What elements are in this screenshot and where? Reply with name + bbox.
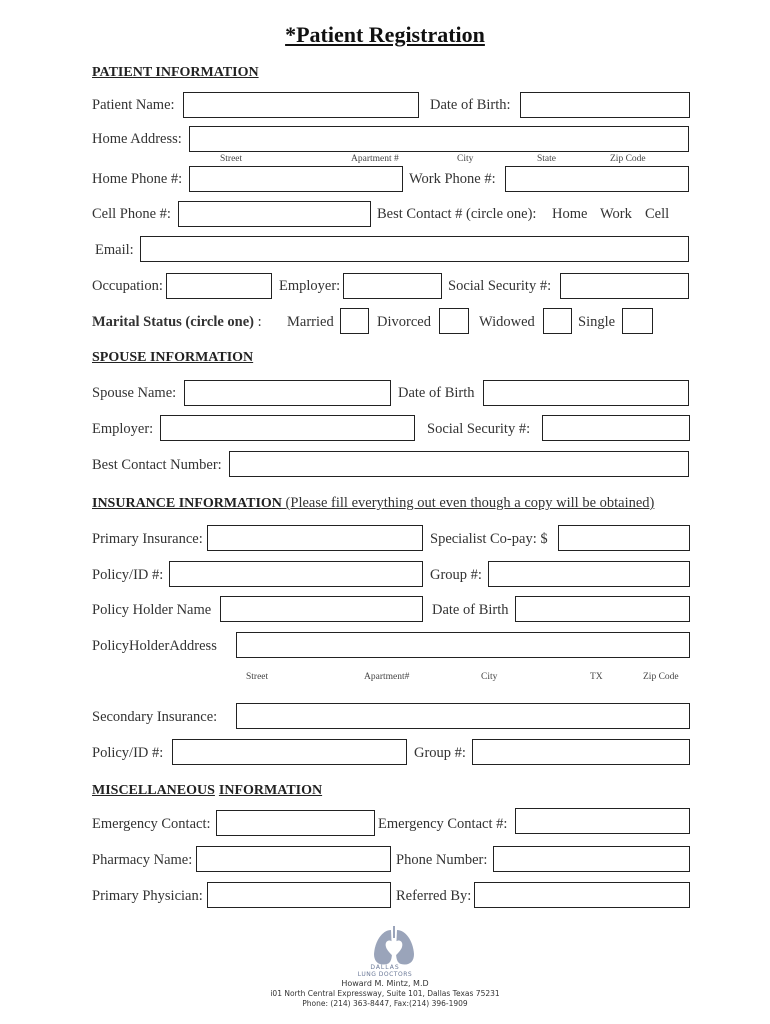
logo-line2: LUNG DOCTORS (357, 971, 413, 978)
spouse-name-field[interactable] (184, 380, 391, 406)
misc-heading-row (92, 781, 322, 799)
home-phone-label: Home Phone #: (92, 171, 183, 187)
policy-id-field[interactable] (169, 561, 423, 587)
home-address-field[interactable] (189, 126, 689, 152)
ssn-field[interactable] (560, 273, 689, 299)
holder-name-field[interactable] (220, 596, 423, 622)
patient-dob-field[interactable] (520, 92, 690, 118)
secondary-insurance-field[interactable] (236, 703, 690, 729)
clinic-address: i01 North Central Expressway, Suite 101, Dallas Texas 75231 (270, 989, 500, 998)
insurance-heading-row (92, 495, 654, 512)
insurance-heading-note: (Please fill everything out even though a copy will be obtained) (281, 495, 655, 511)
divorced-label: Divorced (377, 314, 431, 330)
policy-id-label: Policy/ID #: (92, 567, 164, 583)
holder-dob-label: Date of Birth (432, 602, 509, 618)
employer-field[interactable] (343, 273, 442, 299)
holder-state-caption: TX (590, 672, 603, 682)
secondary-insurance-label: Secondary Insurance: (92, 709, 218, 725)
logo-line1: DALLAS (370, 964, 400, 971)
marital-status-text: Marital Status (circle one) (92, 314, 255, 330)
best-contact-label: Best Contact # (circle one): (377, 206, 537, 222)
referred-by-label: Referred By: (396, 888, 472, 904)
copay-field[interactable] (558, 525, 690, 551)
primary-physician-field[interactable] (207, 882, 391, 908)
misc-heading-b: INFORMATION (218, 783, 323, 798)
clinic-phone: Phone: (214) 363-8447, Fax:(214) 396-1909 (302, 999, 468, 1008)
widowed-checkbox[interactable] (543, 308, 572, 334)
pharmacy-name-field[interactable] (196, 846, 391, 872)
occupation-field[interactable] (166, 273, 272, 299)
group-label: Group #: (430, 567, 482, 583)
misc-heading-a: MISCELLANEOUS (92, 783, 215, 798)
address-apartment-caption: Apartment # (351, 154, 399, 164)
holder-zip-caption: Zip Code (643, 672, 679, 682)
patient-dob-label: Date of Birth: (430, 97, 511, 113)
page-title: *Patient Registration (285, 22, 485, 47)
spouse-employer-field[interactable] (160, 415, 415, 441)
spouse-dob-label: Date of Birth (398, 385, 475, 401)
email-field[interactable] (140, 236, 689, 262)
holder-street-caption: Street (246, 672, 269, 682)
single-label: Single (578, 314, 616, 330)
pharmacy-phone-label: Phone Number: (396, 852, 488, 868)
best-contact-cell-option[interactable]: Cell (645, 206, 670, 222)
group2-field[interactable] (472, 739, 690, 765)
spouse-contact-field[interactable] (229, 451, 689, 477)
patient-name-label: Patient Name: (92, 97, 175, 113)
email-label: Email: (95, 242, 134, 258)
policy2-label: Policy/ID #: (92, 745, 164, 761)
address-city-caption: City (457, 154, 474, 164)
holder-address-label: PolicyHolderAddress (92, 638, 217, 654)
holder-dob-field[interactable] (515, 596, 690, 622)
primary-insurance-label: Primary Insurance: (92, 531, 203, 547)
marital-status-colon: : (254, 314, 262, 330)
referred-by-field[interactable] (474, 882, 690, 908)
spouse-name-label: Spouse Name: (92, 385, 177, 401)
copay-label: Specialist Co-pay: $ (430, 531, 548, 547)
spouse-ssn-label: Social Security #: (427, 421, 531, 437)
employer-label: Employer: (279, 278, 341, 294)
cell-phone-label: Cell Phone #: (92, 206, 171, 222)
pharmacy-phone-field[interactable] (493, 846, 690, 872)
group-field[interactable] (488, 561, 690, 587)
widowed-label: Widowed (479, 314, 535, 330)
spouse-info-heading: SPOUSE INFORMATION (92, 350, 254, 365)
primary-insurance-field[interactable] (207, 525, 423, 551)
holder-apartment-caption: Apartment# (364, 672, 410, 682)
ssn-label: Social Security #: (448, 278, 552, 294)
patient-info-heading: PATIENT INFORMATION (92, 65, 259, 80)
work-phone-field[interactable] (505, 166, 689, 192)
home-phone-field[interactable] (189, 166, 403, 192)
spouse-employer-label: Employer: (92, 421, 154, 437)
emergency-contact-label: Emergency Contact: (92, 816, 211, 832)
pharmacy-name-label: Pharmacy Name: (92, 852, 193, 868)
holder-address-field[interactable] (236, 632, 690, 658)
married-label: Married (287, 314, 334, 330)
occupation-label: Occupation: (92, 278, 163, 294)
spouse-dob-field[interactable] (483, 380, 689, 406)
address-zip-caption: Zip Code (610, 154, 646, 164)
doctor-name: Howard M. Mintz, M.D (341, 979, 429, 988)
address-street-caption: Street (220, 154, 243, 164)
policy2-field[interactable] (172, 739, 407, 765)
primary-physician-label: Primary Physician: (92, 888, 203, 904)
best-contact-work-option[interactable]: Work (600, 206, 632, 222)
emergency-number-label: Emergency Contact #: (378, 816, 508, 832)
single-checkbox[interactable] (622, 308, 653, 334)
married-checkbox[interactable] (340, 308, 369, 334)
best-contact-home-option[interactable]: Home (552, 206, 588, 222)
cell-phone-field[interactable] (178, 201, 371, 227)
group2-label: Group #: (414, 745, 466, 761)
work-phone-label: Work Phone #: (409, 171, 496, 187)
emergency-number-field[interactable] (515, 808, 690, 834)
marital-status-label (92, 314, 262, 331)
holder-name-label: Policy Holder Name (92, 602, 212, 618)
holder-city-caption: City (481, 672, 498, 682)
home-address-label: Home Address: (92, 131, 182, 147)
patient-name-field[interactable] (183, 92, 419, 118)
spouse-ssn-field[interactable] (542, 415, 690, 441)
insurance-info-heading: INSURANCE INFORMATION (92, 496, 282, 511)
divorced-checkbox[interactable] (439, 308, 469, 334)
spouse-contact-label: Best Contact Number: (92, 457, 222, 473)
emergency-contact-field[interactable] (216, 810, 375, 836)
address-state-caption: State (537, 154, 556, 164)
